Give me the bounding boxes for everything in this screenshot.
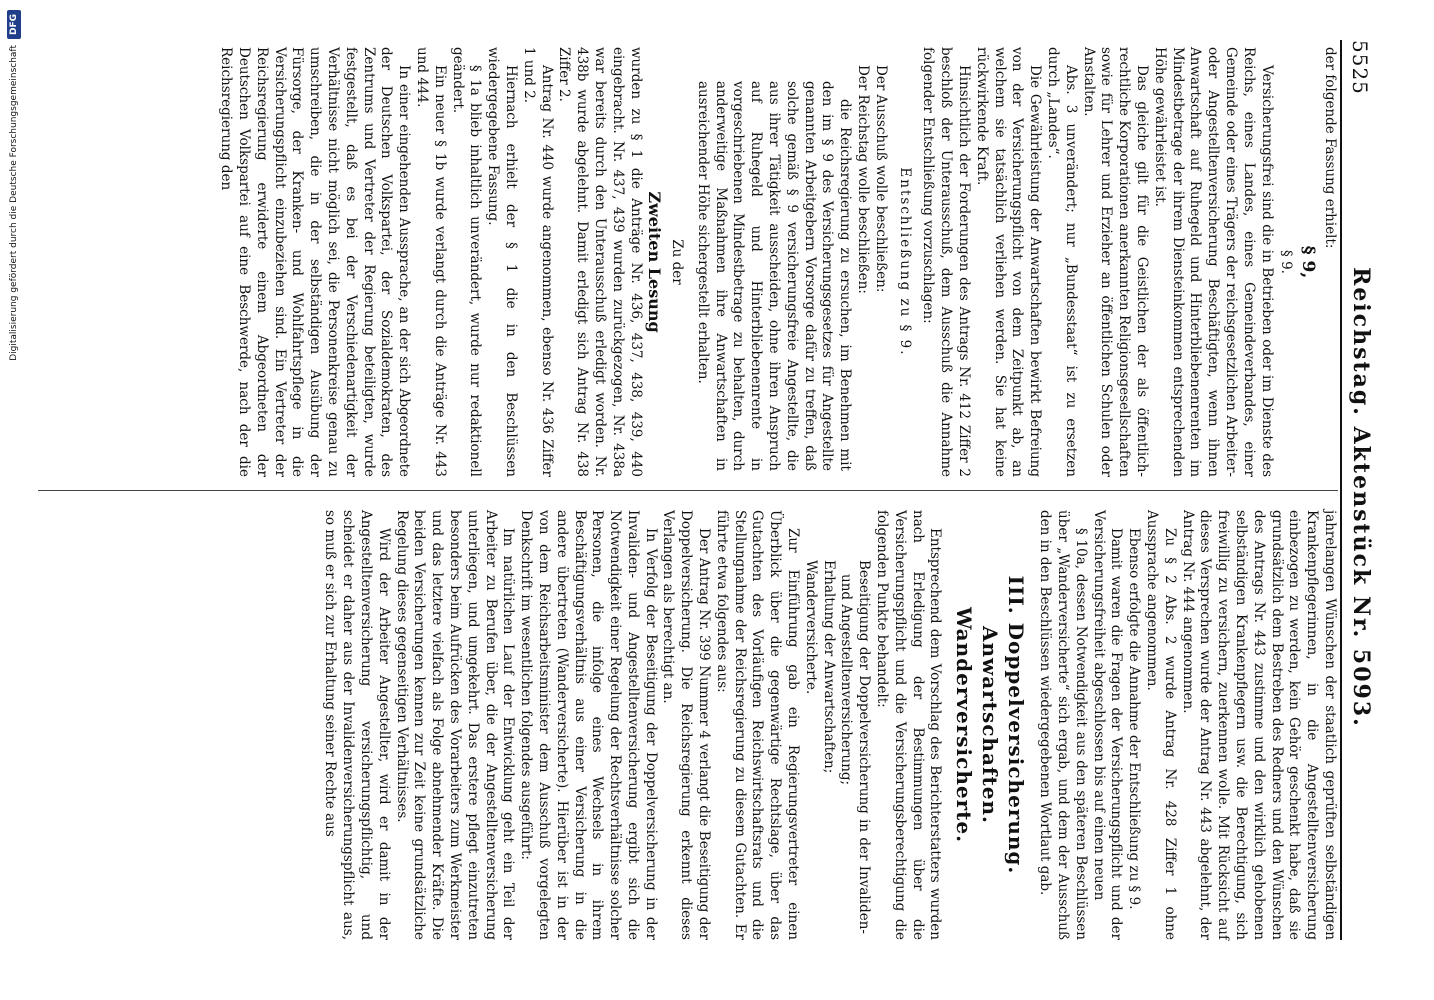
paragraph: Wird der Arbeiter Angestellter, wird er damit in der Angestelltenversicherung versicherungspflichtig, und scheidet er daher aus der Invalidenversicherungspflicht aus, so muß er sich zur Erhaltung seiner Rechte aus [322, 510, 392, 940]
paragraph: Das gleiche gilt für die Geistlichen der als öffentlich-rechtliche Korporationen anerkannten Religionsgesellschaften sowie für Lehrer und Erzieher an öffentlichen Schulen oder Anstalten. [1080, 47, 1151, 477]
section-heading-iii: III. Doppelversicherung. Anwartschaften. Wanderversicherte. [952, 575, 1029, 875]
page-header [1348, 40, 1388, 940]
paragraph: Damit waren die Fragen der Versicherungspflicht und der Versicherungsfreiheit abgeschlossen bis auf einen neuen [1090, 510, 1125, 940]
reading-title: Zweiten Lesung [645, 191, 665, 333]
column-divider [38, 490, 1338, 491]
page-title: Reichstag. Aktenstück Nr. 5093. [1348, 267, 1374, 728]
paragraph: Hinsichtlich der Forderungen des Antrags Nr. 412 Ziffer 2 beschloß der Unterausschuß, dem Ausschuß die Annahme folgender Entschließung vorzuschlagen: [920, 47, 973, 477]
paragraph: Ein neuer § 1b wurde verlangt durch die Anträge Nr. 443 und 444. [413, 47, 448, 477]
paragraph: Zu § 2 Abs. 2 wurde Antrag Nr. 428 Ziffer 1 ohne Aussprache angenommen. [1144, 510, 1178, 940]
credit-text: Digitalisierung gefördert durch die Deutsche Forschungsgemeinschaft [9, 45, 19, 361]
list-item: Beseitigung der Doppelversicherung in der Invaliden- und Angestelltenversicherung; [838, 560, 873, 934]
section-heading: § 9. [1278, 250, 1295, 274]
list-item: Erhaltung der Anwartschaften; [820, 560, 837, 774]
header-rule [1340, 40, 1342, 940]
paragraph: Im natürlichen Lauf der Entwicklung geht ein Teil der Arbeiter zu Berufen über, die der Angestelltenversicherung unterliegen, und umgekehrt. Das erstere pflegt einzutreten besonders beim Aufrücken des Vorarbeiters zum Werkmeister und das letztere vielfach als Folge abnehmender Kräfte. Die beiden Versicherungen kennen zur Zeit keine grundsätzliche Regelung dieses gegenseitigen Verhältnisses. [393, 510, 517, 940]
section-heading-bold: § 9, [1298, 245, 1319, 279]
intro-line: der folgende Fassung erhielt: [1322, 47, 1338, 249]
paragraph: Versicherungsfrei sind die in Betrieben oder im Dienste des Reichs, eines Landes, eines Gemeindeverbandes, einer Gemeinde oder eines Trägers der reichsgesetzlichen Arbeiter- oder Angestelltenversicherung Beschäftigten, wenn ihnen Anwartschaft auf Ruhegeld und Hinterbliebenenrenten im Mindestbetrage der ihrem Diensteinkommen entsprechenden Höhe gewährleistet ist. [1151, 47, 1275, 477]
paragraph: Der Reichstag wolle beschließen: [855, 65, 872, 294]
paragraph: Der Ausschuß wolle beschließen: [872, 65, 889, 293]
resolution-title: Entschließung zu § 9. [896, 167, 913, 357]
paragraph: § 10a, dessen Notwendigkeit aus den späteren Beschlüssen über „Wanderversicherte“ sich ergab, und dem der Ausschuß den in den Beschlüssen wiedergegebenen Wortlaut gab. [1037, 510, 1089, 940]
list-item: Wanderversicherte. [802, 560, 819, 695]
paragraph: In einer eingehenden Aussprache, an der sich Abgeordnete der Deutschen Volkspartei, der Sozialdemokraten, des Zentrums und Vertreter der Regierung beteiligten, wurde festgestellt, daß es bei der Verschiedenartigkeit der Verhältnisse nicht möglich sei, die Personenkreise genau zu umschreiben, die in der selbständigen Ausübung der Fürsorge, der Kranken- und Wohlfahrtspflege in die Versicherungspflicht einzubeziehen sind. Ein Vertreter der Reichsregierung erwiderte einem Abgeordneten der Deutschen Volkspartei auf eine Beschwerde, nach der die Reichsregierung den [218, 47, 413, 477]
paragraph: Ebenso erfolgte die Annahme der Entschließung zu § 9. [1126, 528, 1143, 910]
paragraph: die Reichsregierung zu ersuchen, im Benehmen mit den im § 9 des Versicherungsgesetzes für Angestellte genannten Arbeitgebern Vorsorge dafür zu treffen, daß solche gemäß § 9 versicherungsfreie Angestellte, die aus ihrer Tätigkeit ausscheiden, ohne ihren Anspruch auf Ruhegeld und Hinterbliebenenrente in vorgeschriebenen Mindestbetrage zu behalten, durch anderweitige Maßnahmen ihre Anwartschaften in ausreichender Höhe sichergestellt erhalten. [694, 81, 854, 471]
paragraph: In Verfolg der Beseitigung der Doppelversicherung in der Invaliden- und Angestelltenversicherung ergibt sich die Notwendigkeit einer Regelung der Rechtsverhältnisse solcher Personen, die infolge eines Wechsels in ihrem Beschäftigungsverhältnis aus einer Versicherung in die andere übertreten (Wanderversicherte). Hierüber ist in der von dem Reichsarbeitsminister dem Ausschuß vorgelegten Denkschrift im wesentlichen folgendes ausgeführt: [518, 510, 659, 940]
zu-der-label: Zu der [669, 239, 686, 285]
credit-strip [0, 0, 22, 1000]
paragraph: Der Antrag Nr. 399 Nummer 4 verlangt die Beseitigung der Doppelversicherung. Die Reichsregierung erkennt dieses Verlangen als berechtigt an. [660, 510, 713, 940]
paragraph: jahrelangen Wünschen der staatlich geprüften selbständigen Krankenpflegerinnen, in die Angestelltenversicherung einbezogen zu werden, kein Gehör geschenkt habe, daß sie grundsätzlich dem Bestreben des Redners und den Wünschen des Antrags Nr. 443 zustimme und den wirklich gehobenen selbständigen Krankenpflegern usw. die Berechtigung, sich freiwillig zu versichern, zuerkennen wolle. Mit Rücksicht auf dieses Versprechen wurde der Antrag Nr. 443 abgelehnt, der Antrag Nr. 444 angenommen. [1179, 510, 1338, 940]
paragraph: Die Gewährleistung der Anwartschaften bewirkt Befreiung von der Versicherungspflicht von dem Zeitpunkt ab, an welchem sie tatsächlich verliehen werden. Sie hat keine rückwirkende Kraft. [973, 47, 1044, 477]
paragraph: Entsprechend dem Vorschlag des Berichterstatters wurden nach Erledigung der Bestimmungen über die Versicherungspflicht und die Versicherungsberechtigung die folgenden Punkte behandelt: [874, 510, 944, 940]
left-column [216, 47, 1338, 477]
paragraph: Antrag Nr. 440 wurde angenommen, ebenso Nr. 436 Ziffer 1 und 2. [520, 47, 555, 477]
paragraph: Abs. 3 unverändert; nur „Bundesstaat“ ist zu ersetzen durch „Landes“. [1045, 47, 1079, 477]
paragraph: Zur Einführung gab ein Regierungsvertreter einen Überblick über die gegenwärtige Rechtslage, über das Gutachten des Vorläufigen Reichswirtschaftsrats und die Stellungnahme der Reichsregierung zu diesem Gutachten. Er führte etwa folgendes aus: [713, 510, 802, 940]
paragraph: § 1a blieb inhaltlich unverändert, wurde nur redaktionell geändert. [449, 47, 484, 477]
dfg-logo: DFG [7, 10, 21, 39]
paragraph: Hiernach erhielt der § 1 die in den Beschlüssen wiedergegebene Fassung. [485, 47, 519, 477]
paragraph: wurden zu § 1 die Anträge Nr. 436, 437, 438, 439, 440 eingebracht. Nr. 437, 439 wurden zurückgezogen, Nr. 438a war bereits durch den Unterausschuß erledigt worden. Nr. 438b wurde abgelehnt. Damit erledigt sich Antrag Nr. 438 Ziffer 2. [556, 47, 644, 477]
right-column [321, 510, 1338, 940]
page-number: 5525 [1348, 40, 1372, 95]
